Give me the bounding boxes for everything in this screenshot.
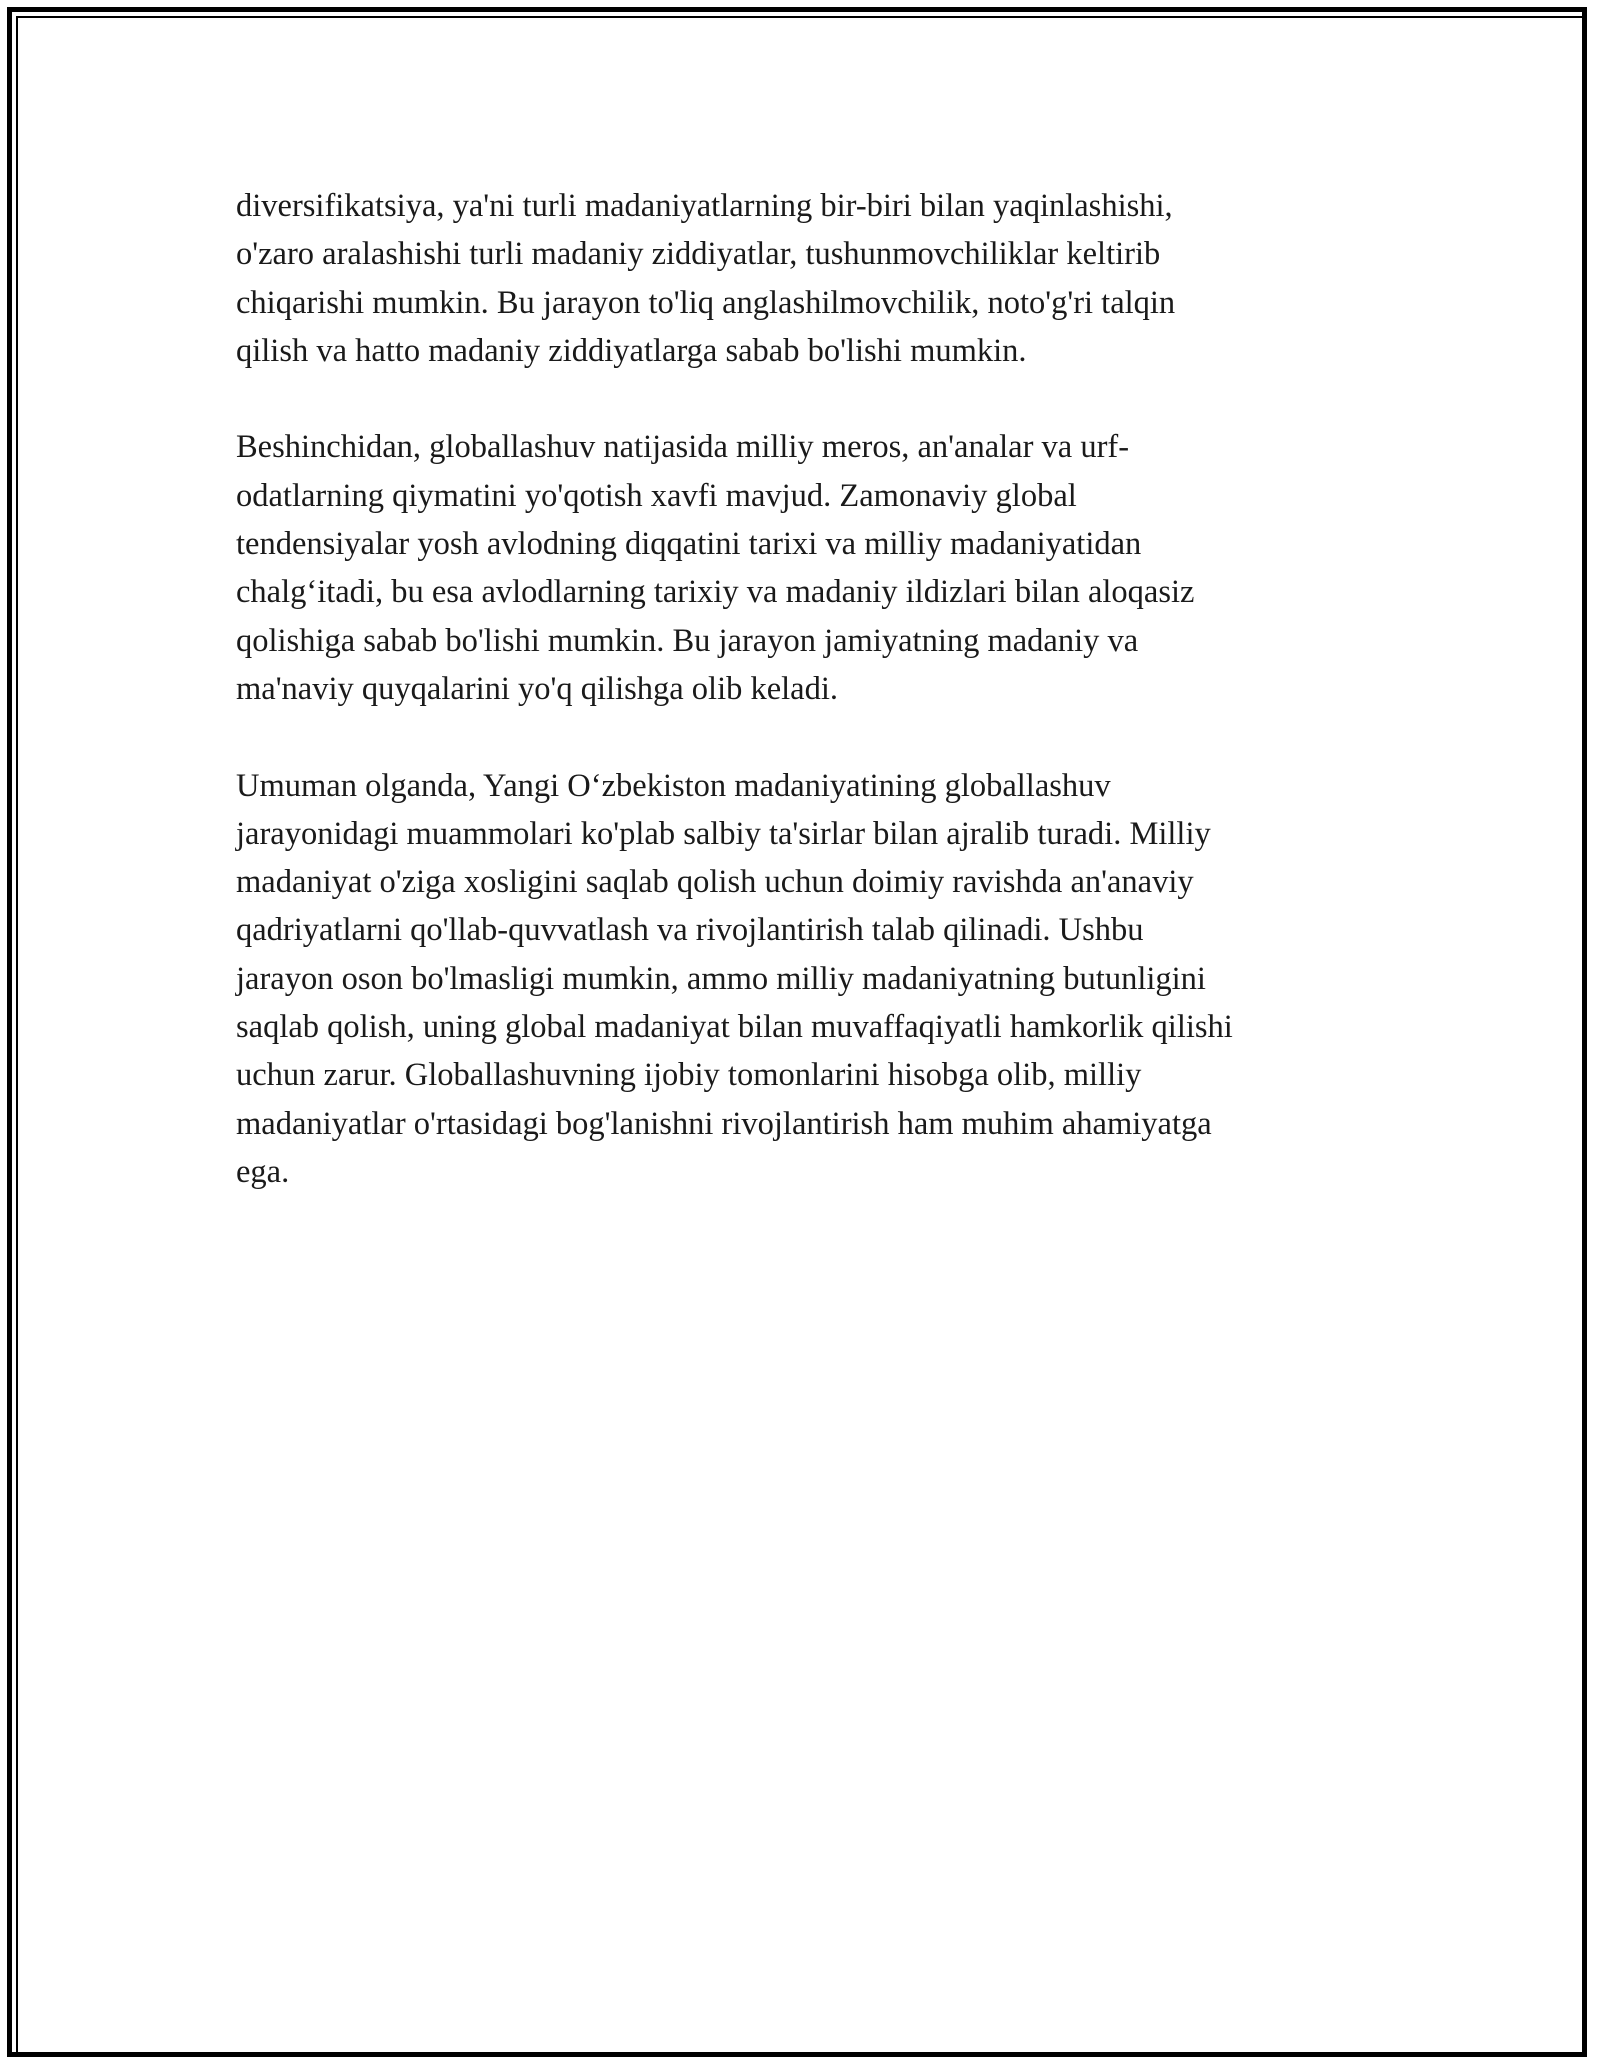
text-line: saqlab qolish, uning global madaniyat bilan muvaffaqiyatli hamkorlik qilishi <box>236 1009 1233 1046</box>
document-body <box>236 182 1366 1245</box>
text-line: madaniyat o'ziga xosligini saqlab qolish uchun doimiy ravishda an'anaviy <box>236 864 1194 901</box>
text-line: qolishiga sabab bo'lishi mumkin. Bu jarayon jamiyatning madaniy va <box>236 622 1139 659</box>
text-line: ma'naviy quyqalarini yo'q qilishga olib keladi. <box>236 670 839 707</box>
text-line: qadriyatlarni qo'llab-quvvatlash va rivojlantirish talab qilinadi. Ushbu <box>236 912 1144 949</box>
text-line: madaniyatlar o'rtasidagi bog'lanishni rivojlantirish ham muhim ahamiyatga <box>236 1105 1212 1142</box>
text-line: chalg‘itadi, bu esa avlodlarning tarixiy va madaniy ildizlari bilan aloqasiz <box>236 574 1195 611</box>
paragraph-1 <box>236 182 1366 375</box>
text-line: jarayonidagi muammolari ko'plab salbiy ta'sirlar bilan ajralib turadi. Milliy <box>236 815 1211 852</box>
text-line: ega. <box>236 1153 290 1190</box>
text-line: odatlarning qiymatini yo'qotish xavfi mavjud. Zamonaviy global <box>236 477 1077 514</box>
text-line: tendensiyalar yosh avlodning diqqatini tarixi va milliy madaniyatidan <box>236 526 1142 563</box>
text-line: o'zaro aralashishi turli madaniy ziddiyatlar, tushunmovchiliklar keltirib <box>236 236 1161 273</box>
text-line: diversifikatsiya, ya'ni turli madaniyatlarning bir-biri bilan yaqinlashishi, <box>236 188 1173 224</box>
text-line: chiqarishi mumkin. Bu jarayon to'liq anglashilmovchilik, noto'g'ri talqin <box>236 284 1176 321</box>
text-line: uchun zarur. Globallashuvning ijobiy tomonlarini hisobga olib, milliy <box>236 1057 1142 1094</box>
text-line: Umuman olganda, Yangi O‘zbekiston madaniyatining globallashuv <box>236 767 1111 804</box>
text-line: Beshinchidan, globallashuv natijasida milliy meros, an'analar va urf- <box>236 429 1130 466</box>
paragraph-2 <box>236 423 1366 713</box>
text-line: jarayon oson bo'lmasligi mumkin, ammo milliy madaniyatning butunligini <box>236 960 1206 997</box>
paragraph-3 <box>236 762 1366 1197</box>
text-line: qilish va hatto madaniy ziddiyatlarga sabab bo'lishi mumkin. <box>236 332 1027 369</box>
